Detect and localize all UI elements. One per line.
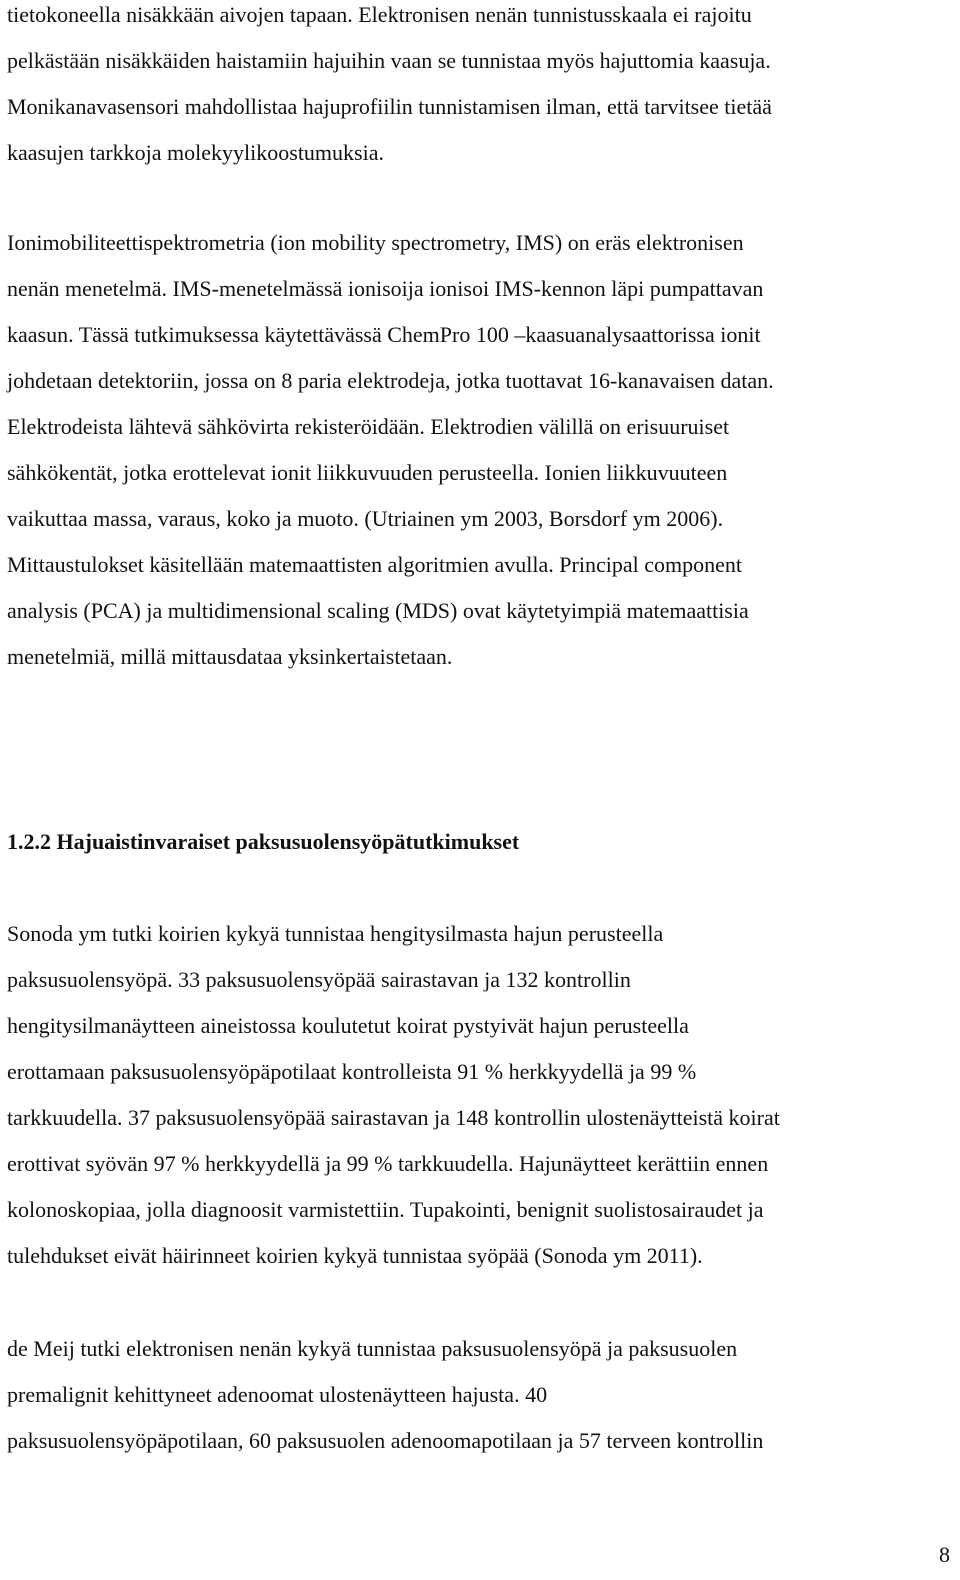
text-line: pelkästään nisäkkäiden haistamiin hajuihin vaan se tunnistaa myös hajuttomia kaasuja. <box>7 48 771 73</box>
text-line: sähkökentät, jotka erottelevat ionit liikkuvuuden perusteella. Ionien liikkuvuuteen <box>7 460 728 485</box>
text-line: kaasun. Tässä tutkimuksessa käytettävässä ChemPro 100 –kaasuanalysaattorissa ionit <box>7 322 761 347</box>
text-line: vaikuttaa massa, varaus, koko ja muoto. (Utriainen ym 2003, Borsdorf ym 2006). <box>7 506 724 531</box>
text-line: paksusuolensyöpäpotilaan, 60 paksusuolen adenoomapotilaan ja 57 terveen kontrollin <box>7 1428 764 1453</box>
text-line: erottamaan paksusuolensyöpäpotilaat kontrolleista 91 % herkkyydellä ja 99 % <box>7 1059 697 1084</box>
text-line: premalignit kehittyneet adenoomat ulostenäytteen hajusta. 40 <box>7 1382 548 1407</box>
text-line: Sonoda ym tutki koirien kykyä tunnistaa hengitysilmasta hajun perusteella <box>7 921 664 946</box>
text-line: Mittaustulokset käsitellään matemaattisten algoritmien avulla. Principal component <box>7 552 742 577</box>
section-heading: 1.2.2 Hajuaistinvaraiset paksusuolensyöpätutkimukset <box>7 829 520 854</box>
text-line: menetelmiä, millä mittausdataa yksinkertaistetaan. <box>7 644 453 669</box>
text-line: analysis (PCA) ja multidimensional scaling (MDS) ovat käytetyimpiä matemaattisia <box>7 598 749 623</box>
text-line: Monikanavasensori mahdollistaa hajuprofiilin tunnistamisen ilman, että tarvitsee tietää <box>7 94 772 119</box>
text-line: nenän menetelmä. IMS-menetelmässä ionisoija ionisoi IMS-kennon läpi pumpattavan <box>7 276 764 301</box>
page-number: 8 <box>939 1542 950 1567</box>
text-line: Ionimobiliteettispektrometria (ion mobility spectrometry, IMS) on eräs elektronisen <box>7 230 744 255</box>
text-line: tietokoneella nisäkkään aivojen tapaan. Elektronisen nenän tunnistusskaala ei rajoitu <box>7 2 752 27</box>
text-line: paksusuolensyöpä. 33 paksusuolensyöpää sairastavan ja 132 kontrollin <box>7 967 631 992</box>
text-line: kaasujen tarkkoja molekyylikoostumuksia. <box>7 140 384 165</box>
text-line: Elektrodeista lähtevä sähkövirta rekisteröidään. Elektrodien välillä on erisuuruiset <box>7 414 730 439</box>
text-line: johdetaan detektoriin, jossa on 8 paria elektrodeja, jotka tuottavat 16-kanavaisen datan. <box>7 368 774 393</box>
text-line: erottivat syövän 97 % herkkyydellä ja 99 % tarkkuudella. Hajunäytteet kerättiin ennen <box>7 1151 769 1176</box>
text-line: de Meij tutki elektronisen nenän kykyä tunnistaa paksusuolensyöpä ja paksusuolen <box>7 1336 738 1361</box>
text-line: hengitysilmanäytteen aineistossa koulutetut koirat pystyivät hajun perusteella <box>7 1013 689 1038</box>
text-line: kolonoskopiaa, jolla diagnoosit varmistettiin. Tupakointi, benignit suolistosairaudet ja <box>7 1197 764 1222</box>
text-line: tarkkuudella. 37 paksusuolensyöpää sairastavan ja 148 kontrollin ulostenäytteistä koirat <box>7 1105 780 1130</box>
text-line: tulehdukset eivät häirinneet koirien kykyä tunnistaa syöpää (Sonoda ym 2011). <box>7 1243 703 1268</box>
